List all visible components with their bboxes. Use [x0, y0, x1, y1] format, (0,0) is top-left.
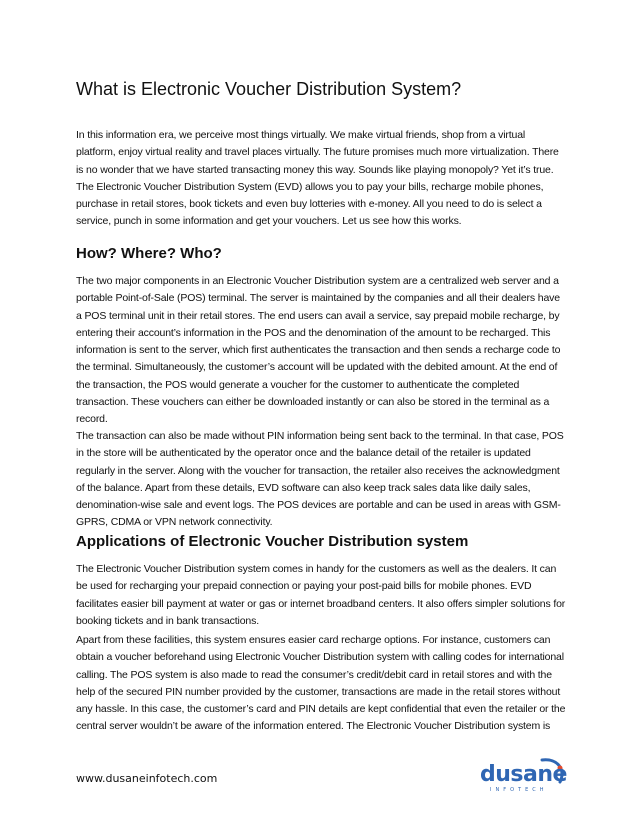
page-title: What is Electronic Voucher Distribution System? [76, 79, 462, 99]
dusane-logo [480, 756, 570, 798]
footer-website-link[interactable]: www.dusaneinfotech.com [76, 772, 218, 785]
logo-subtitle: INFOTECH [490, 787, 548, 793]
section1-paragraph-1: The two major components in an Electronic Voucher Distribution system are a centralized web server and a portable Point-of-Sale (POS) terminal. The server is maintained by the companies and all their dealers have a POS terminal unit in their retail stores. The end users can avail a service, say prepaid mobile recharge, by entering their account’s information in the POS and the denomination of the amount to be recharged. This information is sent to the server, which first authenticates the transaction and then sends a recharge code to the terminal. Simultaneously, the customer’s account will be updated with the debited amount. At the end of the transaction, the POS would generate a voucher for the customer to authenticate the completed transaction. These vouchers can either be downloaded instantly or can also be stored in the terminal as a record. [76, 275, 561, 426]
logo-wordmark: dusane [480, 762, 567, 787]
section-heading-applications: Applications of Electronic Voucher Distribution system [76, 533, 469, 550]
section-heading-how: How? Where? Who? [76, 245, 222, 262]
section1-paragraph-2: The transaction can also be made without PIN information being sent back to the terminal. In that case, POS in the store will be authenticated by the operator once and the balance detail of the retailer is updated regularly in the server. Along with the voucher for transaction, the retailer also receives the acknowledgment of the balance. Apart from these details, EVD software can also keep track sales data like daily sales, denomination-wise sale and event logs. The POS devices are portable and can be used in areas with GSM-GPRS, CDMA or VPN network connectivity. [76, 430, 564, 529]
section2-paragraph-1: The Electronic Voucher Distribution system comes in handy for the customers as well as the dealers. It can be used for recharging your prepaid connection or paying your post-paid bills for mobile phones. EVD facilitates easier bill payment at water or gas or internet broadband centers. It also offers simpler solutions for booking tickets and in bank transactions. [76, 563, 566, 627]
section2-paragraph-2: Apart from these facilities, this system ensures easier card recharge options. For instance, customers can obtain a voucher beforehand using Electronic Voucher Distribution system with calling codes for international calling. The POS system is also made to read the consumer’s credit/debit card in retail stores and with the help of the secured PIN number provided by the customer, transactions are made in the retail stores without any hassle. In this case, the customer’s card and PIN details are kept confidential that even the retailer or the central server wouldn’t be aware of the information entered. The Electronic Voucher Distribution system is [76, 634, 566, 733]
intro-paragraph: In this information era, we perceive most things virtually. We make virtual friends, shop from a virtual platform, enjoy virtual reality and travel places virtually. The future promises much more virtualization. There is no wonder that we have started transacting money this way. Sounds like playing monopoly? Yet it’s true. The Electronic Voucher Distribution System (EVD) allows you to pay your bills, recharge mobile phones, purchase in retail stores, book tickets and even buy lotteries with e-money. All you need to do is select a service, punch in some information and get your vouchers. Let us see how this works. [76, 129, 559, 228]
